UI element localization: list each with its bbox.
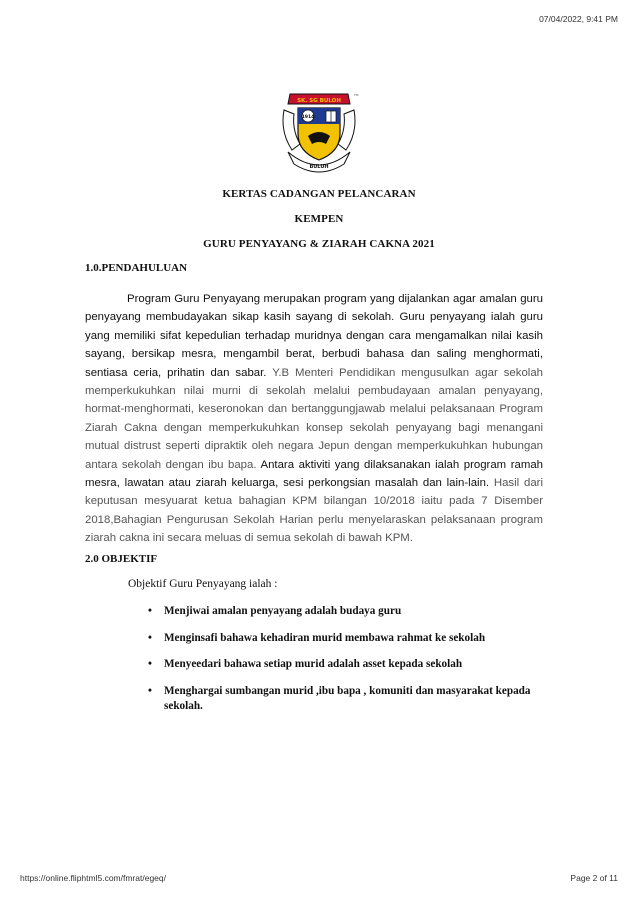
svg-text:TM: TM xyxy=(354,93,359,97)
paragraph-part-1: Program Guru Penyayang merupakan program yang dijalankan agar amalan guru penyayang membudayakan sikap kasih sayang di sekolah. Guru penyayang ialah guru yang memiliki sifat kepedulian terhadap muridnya dengan cara mengamalkan nilai kasih sayang, bersikap mesra, mengambil berat, berbudi bahasa dan saling menghormati, sentiasa ceria, prihatin dan sabar. xyxy=(85,293,543,379)
section-2-heading: 2.0 OBJEKTIF xyxy=(85,553,158,565)
title-line-1: KERTAS CADANGAN PELANCARAN xyxy=(222,188,416,200)
svg-text:SK. SG BULOH: SK. SG BULOH xyxy=(297,98,341,104)
section-1-heading: 1.0.PENDAHULUAN xyxy=(85,262,188,274)
bullet-icon: • xyxy=(148,684,152,697)
paragraph-part-4: Hasil dari keputusan mesyuarat ketua bahagian KPM bilangan 10/2018 iaitu pada 7 Disember 2018,Bahagian Pengurusan Sekolah Harian perlu menyelaraskan pelaksanaan program ziarah cakna ini secara meluas di semua sekolah di bawah KPM. xyxy=(85,477,543,545)
title-line-2: KEMPEN xyxy=(294,213,344,225)
bullet-icon: • xyxy=(148,605,152,617)
list-item: • Menyeedari bahawa setiap murid adalah asset kepada sekolah xyxy=(148,658,463,670)
title-line-3: GURU PENYAYANG & ZIARAH CAKNA 2021 xyxy=(203,238,435,250)
print-timestamp: 07/04/2022, 9:41 PM xyxy=(539,14,618,24)
bullet-icon: • xyxy=(148,631,152,644)
school-crest-logo xyxy=(278,88,360,174)
list-item: • Menginsafi bahawa kehadiran murid membawa rahmat ke sekolah xyxy=(148,631,486,644)
paragraph-part-3: Antara aktiviti yang dilaksanakan ialah program ramah mesra, lawatan atau ziarah keluarga, sesi perkongsian masalah dan lain-lain. xyxy=(85,458,544,490)
objectives-list xyxy=(148,604,548,725)
objectives-intro: Objektif Guru Penyayang ialah : xyxy=(128,578,278,590)
svg-text:BULUH: BULUH xyxy=(309,164,329,170)
svg-text:1914: 1914 xyxy=(301,115,315,120)
bullet-icon: • xyxy=(148,658,152,670)
print-footer-url: https://online.fliphtml5.com/fmrat/egeq/ xyxy=(20,873,166,883)
list-item: • Menghargai sumbangan murid ,ibu bapa , komuniti dan masyarakat kepada sekolah. xyxy=(148,684,531,712)
list-item: • Menjiwai amalan penyayang adalah budaya guru xyxy=(148,605,402,617)
paragraph-part-2: Y.B Menteri Pendidikan mengusulkan agar sekolah memperkukuhkan nilai murni di sekolah melalui pembudayaan amalan penyayang, hormat-menghormati, keseronokan dan bertanggungjawab melalui pelaksanaan Program Ziarah Cakna dengan memperkukuhkan konsep sekolah penyayang bagi menangani mutual distrust seperti dipraktik oleh negara Jepun dengan memperkukuhkan hubungan antara sekolah dengan ibu bapa. xyxy=(85,366,543,471)
section-1-paragraph xyxy=(85,290,543,548)
print-footer-page-number: Page 2 of 11 xyxy=(570,873,618,883)
